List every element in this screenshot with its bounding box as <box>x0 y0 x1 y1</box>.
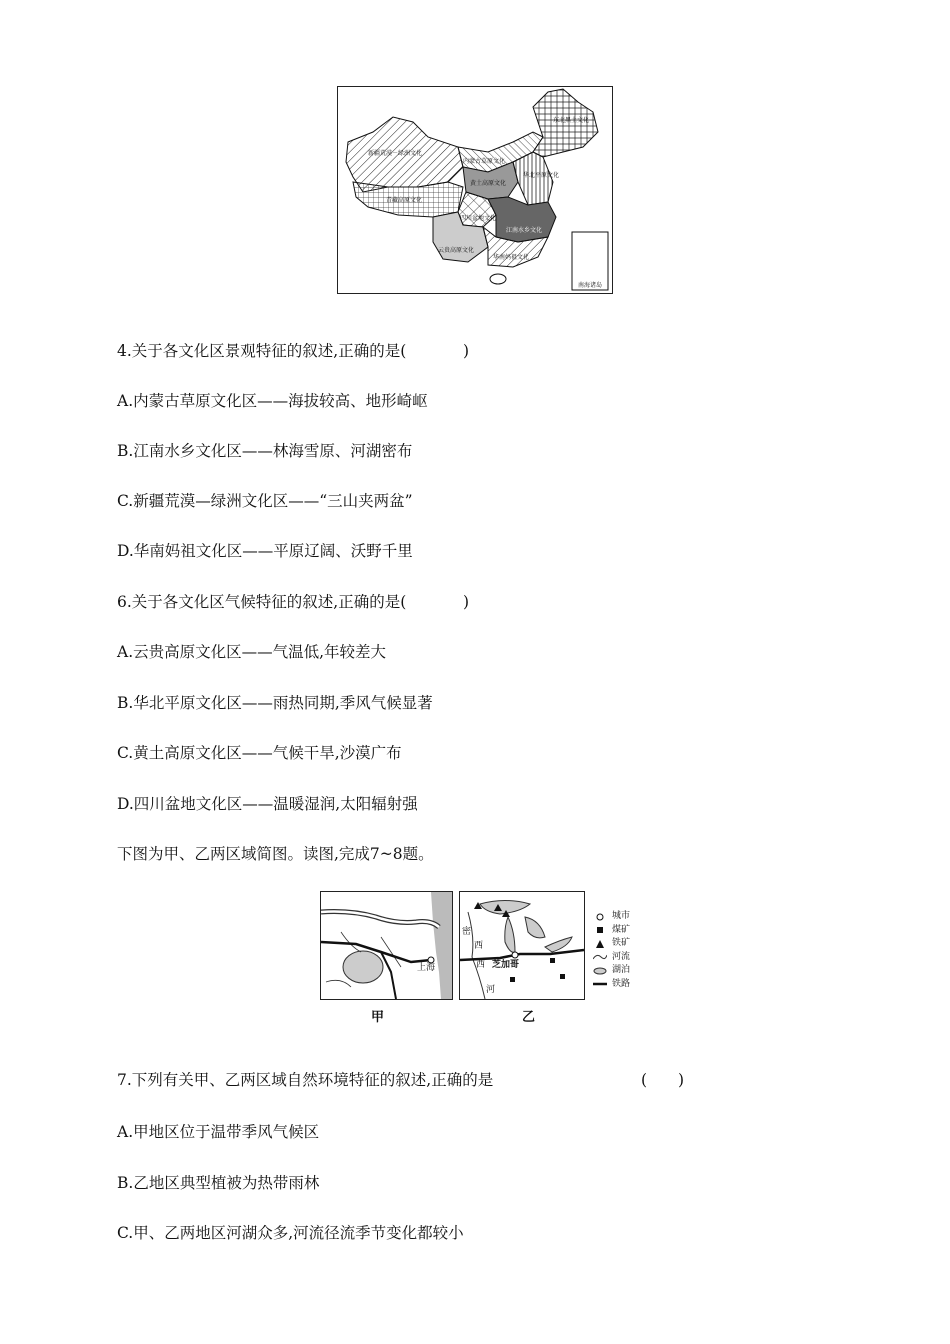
square-icon <box>592 926 608 934</box>
q4-option-b: B.江南水乡文化区——林海雪原、河湖密布 <box>117 442 413 460</box>
label-xinjiang: 新疆荒漠－绿洲文化 <box>368 150 423 157</box>
q6-paren-close: ) <box>463 593 470 611</box>
region-map-jia <box>320 891 453 1000</box>
intro-7-8: 下图为甲、乙两区域简图。读图,完成7~8题。 <box>117 845 434 863</box>
caption-jia: 甲 <box>371 1010 385 1025</box>
yi-map-svg <box>460 892 584 999</box>
legend-lake: 湖泊 <box>592 964 630 978</box>
yi-mississippi <box>468 912 485 999</box>
jia-map-svg <box>321 892 452 999</box>
q4-option-c: C.新疆荒漠—绿洲文化区——“三山夹两盆” <box>117 492 413 510</box>
jia-city-label: 上海 <box>417 963 436 973</box>
q4-stem: 4.关于各文化区景观特征的叙述,正确的是( <box>117 342 407 360</box>
yi-lake-erie <box>545 937 572 952</box>
legend-coal: 煤矿 <box>592 924 630 938</box>
q7-option-a: A.甲地区位于温带季风气候区 <box>117 1123 320 1141</box>
river-icon <box>592 953 608 961</box>
yi-city-chicago <box>512 952 518 958</box>
circle-icon <box>592 913 608 921</box>
region-jiangnan <box>488 197 556 242</box>
q6-option-c: C.黄土高原文化区——气候干旱,沙漠广布 <box>117 744 402 762</box>
yi-river-char-4: 河 <box>486 985 496 995</box>
q6-option-b: B.华北平原文化区——雨热同期,季风气候显著 <box>117 694 433 712</box>
yi-lake-huron <box>525 917 545 938</box>
q6-option-a: A.云贵高原文化区——气温低,年较差大 <box>117 643 387 661</box>
region-hainan-island <box>490 274 506 284</box>
legend-iron: 铁矿 <box>592 937 630 951</box>
yi-city-label: 芝加哥 <box>492 960 520 970</box>
map-legend <box>592 910 630 991</box>
jia-taihu-lake <box>343 951 383 983</box>
legend-railway: 铁路 <box>592 978 630 992</box>
yi-river-char-2: 西 <box>474 941 484 951</box>
q6-stem: 6.关于各文化区气候特征的叙述,正确的是( <box>117 593 407 611</box>
label-northeast: 东北黑土文化 <box>553 117 590 124</box>
label-sichuan: 四川盆地文化 <box>460 215 497 222</box>
label-yungui: 云贵高原文化 <box>438 247 475 254</box>
yi-river-char-1: 密 <box>462 927 472 937</box>
yi-coal-mine-3 <box>560 974 565 979</box>
q7-option-b: B.乙地区典型植被为热带雨林 <box>117 1174 320 1192</box>
region-map-yi <box>459 891 585 1000</box>
caption-yi: 乙 <box>522 1010 536 1025</box>
yi-river-char-3: 西 <box>476 960 486 970</box>
label-north-plain: 华北平原文化 <box>523 172 560 179</box>
legend-city: 城市 <box>592 910 630 924</box>
q4-option-d: D.华南妈祖文化区——平原辽阔、沃野千里 <box>117 542 413 560</box>
yi-coal-mine-1 <box>510 977 515 982</box>
legend-river: 河流 <box>592 951 630 965</box>
q4-option-a: A.内蒙古草原文化区——海拔较高、地形崎岖 <box>117 392 428 410</box>
q7-stem: 7.下列有关甲、乙两区域自然环境特征的叙述,正确的是 <box>117 1071 494 1089</box>
label-loess: 黄土高原文化 <box>470 180 507 187</box>
q7-paren: ( ) <box>641 1071 685 1089</box>
label-tibet: 青藏高原文化 <box>386 197 423 204</box>
q6-option-d: D.四川盆地文化区——温暖湿润,太阳辐射强 <box>117 795 418 813</box>
q7-option-c: C.甲、乙两地区河湖众多,河流径流季节变化都较小 <box>117 1224 464 1242</box>
yi-coal-mine-2 <box>550 958 555 963</box>
label-huanan: 华南妈祖文化 <box>493 254 530 261</box>
china-culture-map-svg <box>338 87 612 293</box>
jia-sea <box>431 892 452 999</box>
china-culture-map <box>337 86 613 294</box>
jia-railway-2 <box>381 952 396 999</box>
label-jiangnan: 江南水乡文化 <box>506 227 543 234</box>
yi-lake-michigan <box>505 917 515 952</box>
triangle-icon <box>592 940 608 948</box>
yi-railway <box>460 950 584 960</box>
label-inner-mongolia: 内蒙古草原文化 <box>463 158 506 165</box>
south-sea-label: 南海诸岛 <box>578 282 603 289</box>
lake-icon <box>592 967 608 975</box>
railway-icon <box>592 980 608 988</box>
q4-paren-close: ) <box>463 342 470 360</box>
